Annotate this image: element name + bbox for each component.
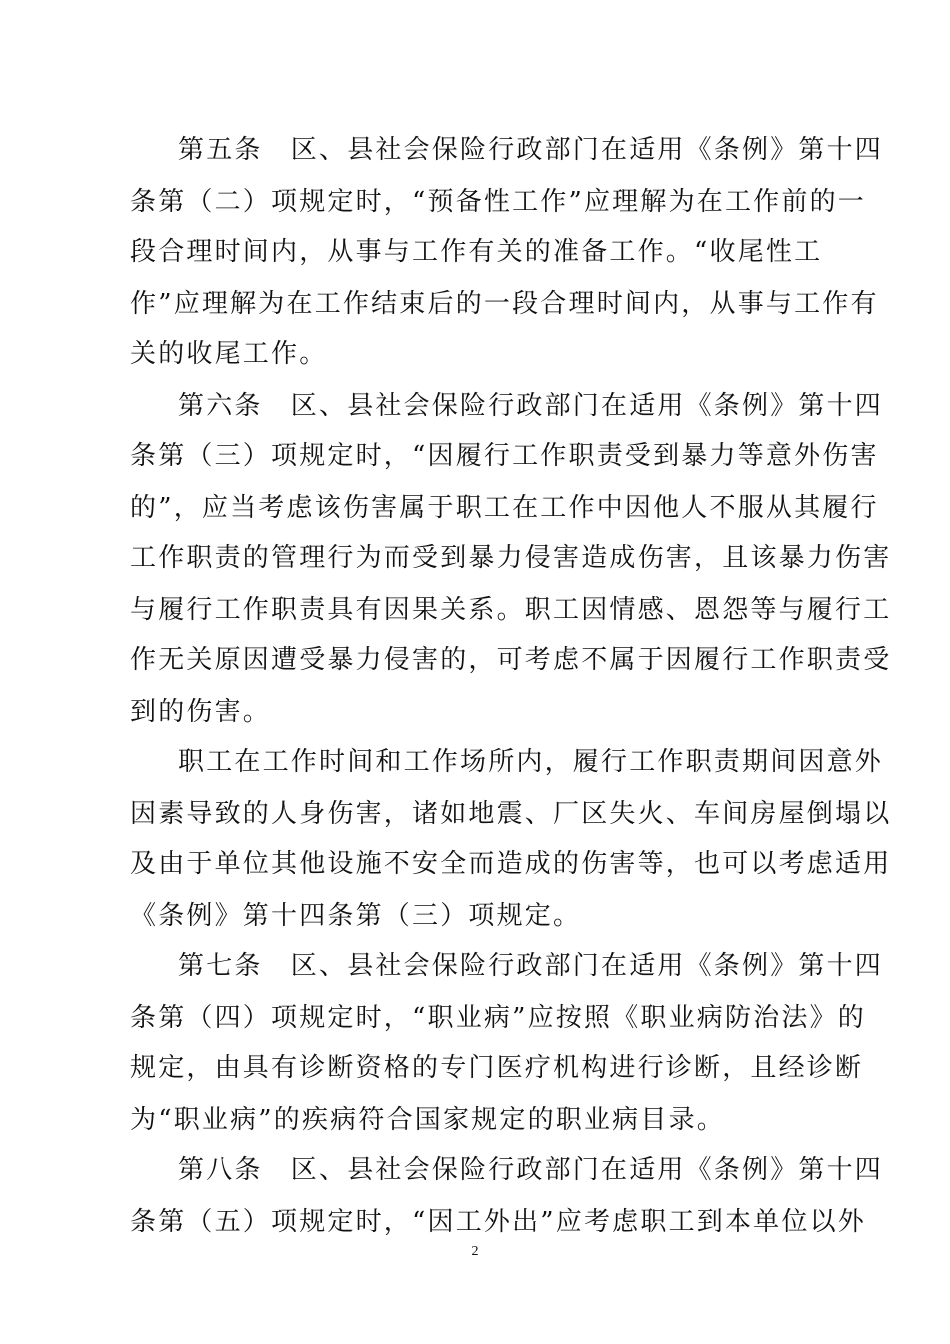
text-line: 条第（四）项规定时，“职业病”应按照《职业病防治法》的 xyxy=(130,1003,866,1033)
text-line: 到的伤害。 xyxy=(130,697,272,727)
text-line: 职工在工作时间和工作场所内，履行工作职责期间因意外 xyxy=(178,747,884,777)
text-line: 的”，应当考虑该伤害属于职工在工作中因他人不服从其履行 xyxy=(130,493,879,523)
text-line: 第六条 区、县社会保险行政部门在适用《条例》第十四 xyxy=(178,391,884,421)
text-line: 为“职业病”的疾病符合国家规定的职业病目录。 xyxy=(130,1105,725,1135)
text-line: 规定，由具有诊断资格的专门医疗机构进行诊断，且经诊断 xyxy=(130,1053,864,1083)
text-line: 作无关原因遭受暴力侵害的，可考虑不属于因履行工作职责受 xyxy=(130,645,892,675)
text-line: 第五条 区、县社会保险行政部门在适用《条例》第十四 xyxy=(178,135,884,165)
text-line: 第七条 区、县社会保险行政部门在适用《条例》第十四 xyxy=(178,951,884,981)
text-line: 关的收尾工作。 xyxy=(130,339,328,369)
text-line: 条第（二）项规定时，“预备性工作”应理解为在工作前的一 xyxy=(130,187,866,217)
text-line: 条第（五）项规定时，“因工外出”应考虑职工到本单位以外 xyxy=(130,1207,866,1237)
text-line: 作”应理解为在工作结束后的一段合理时间内，从事与工作有 xyxy=(130,289,879,319)
page-number: 2 xyxy=(471,1244,479,1259)
text-line: 与履行工作职责具有因果关系。职工因情感、恩怨等与履行工 xyxy=(130,595,892,625)
text-line: 《条例》第十四条第（三）项规定。 xyxy=(130,901,582,931)
text-line: 段合理时间内，从事与工作有关的准备工作。“收尾性工 xyxy=(130,237,823,267)
text-line: 第八条 区、县社会保险行政部门在适用《条例》第十四 xyxy=(178,1155,884,1185)
text-line: 工作职责的管理行为而受到暴力侵害造成伤害，且该暴力伤害 xyxy=(130,543,892,573)
text-line: 因素导致的人身伤害，诸如地震、厂区失火、车间房屋倒塌以 xyxy=(130,799,892,829)
text-line: 及由于单位其他设施不安全而造成的伤害等，也可以考虑适用 xyxy=(130,849,892,879)
text-line: 条第（三）项规定时，“因履行工作职责受到暴力等意外伤害 xyxy=(130,441,879,471)
